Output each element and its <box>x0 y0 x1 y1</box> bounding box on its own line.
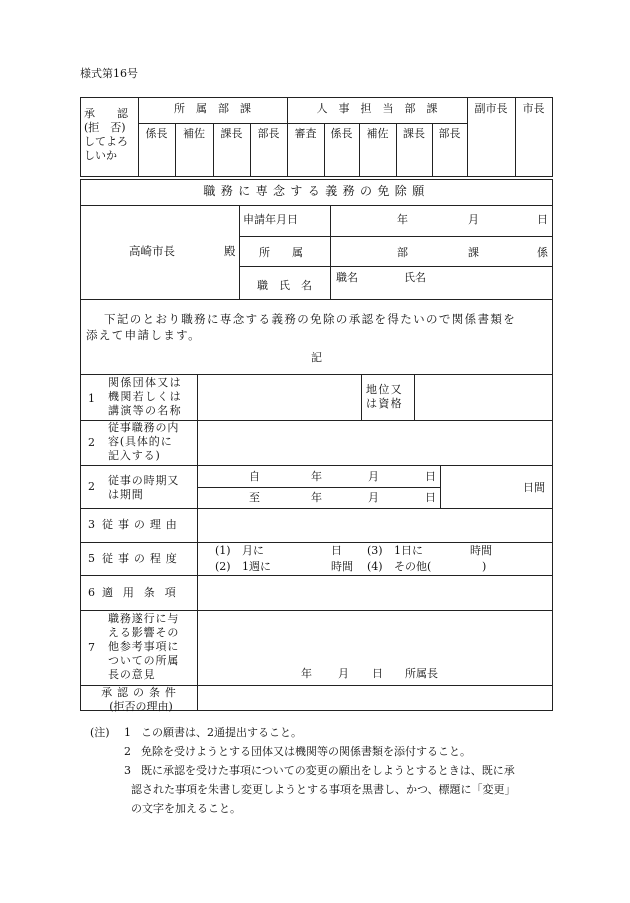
affil-dept-unit: 部 <box>397 246 408 259</box>
item-7-label: 職務遂行に与 える影響その 他参考事項に ついての所属 長の意見 <box>108 612 180 681</box>
from-month-unit: 月 <box>368 470 379 483</box>
form-number: 様式第16号 <box>80 67 138 80</box>
to-year-unit: 年 <box>311 491 322 504</box>
opinion-day-unit: 日 <box>372 667 383 680</box>
honorific: 殿 <box>224 244 236 258</box>
period-to: 至 <box>249 491 260 504</box>
item-1-label: 関係団体又は 機関若しくは 講演等の名称 <box>108 376 182 417</box>
item-7-number: 7 <box>88 641 95 654</box>
approval-label: 承 認 (拒 否) してよろ しいか <box>84 107 128 162</box>
item-4-number: 3 <box>88 518 95 531</box>
approval-conditions-label: 承認の条件 (拒否の理由) <box>101 686 181 713</box>
note-3-number: 3 <box>124 764 131 777</box>
affiliation-label: 所 属 <box>259 246 303 259</box>
statement-line-2: 添えて申請します。 <box>86 328 201 342</box>
note-1-number: 1 <box>124 726 131 739</box>
job-title-label: 職名 <box>336 271 358 284</box>
date-month-unit: 月 <box>468 213 479 226</box>
note-3-line-2: 認された事項を朱書し変更しようとする事項を黒書し、かつ、標題に「変更」 <box>131 783 516 796</box>
note-3-line-3: の文字を加えること。 <box>131 802 241 815</box>
date-day-unit: 日 <box>537 213 548 226</box>
notes-head: (注) <box>90 726 110 739</box>
opt-3-no: (3) <box>367 544 383 557</box>
statement-line-1: 下記のとおり職務に専念する義務の免除の承認を得たいので関係書類を <box>104 312 517 326</box>
item-2-label: 従事職務の内 容(具体的に 記入する) <box>108 421 180 462</box>
applicant-name-label: 氏名 <box>404 271 426 284</box>
application-date-label: 申請年月日 <box>243 213 298 226</box>
to-month-unit: 月 <box>368 491 379 504</box>
opt-4-no: (4) <box>367 560 383 573</box>
opt-4-text: その他( <box>394 560 432 573</box>
item-5-label: 従事の程度 <box>102 552 182 565</box>
dept-col-section-head: 課長 <box>220 127 243 140</box>
item-5-number: 5 <box>88 552 95 565</box>
hr-col-assistant: 補佐 <box>366 127 389 140</box>
from-day-unit: 日 <box>425 470 436 483</box>
dept-col-chief: 係長 <box>145 127 168 140</box>
item-3-label: 従事の時期又 は期間 <box>108 474 180 501</box>
vice-mayor-header: 副市長 <box>474 102 508 115</box>
hr-col-director: 部長 <box>438 127 461 140</box>
note-2-number: 2 <box>124 745 131 758</box>
item-6-number: 6 <box>88 586 95 599</box>
note-1-text: この願書は、2通提出すること。 <box>141 726 302 739</box>
item-2-number: 2 <box>88 436 95 449</box>
to-day-unit: 日 <box>425 491 436 504</box>
form-title: 職務に専念する義務の免除願 <box>203 184 430 198</box>
opt-3-text: 1日に <box>394 544 423 557</box>
hr-col-section-head: 課長 <box>403 127 425 140</box>
affil-section-unit: 課 <box>468 246 479 259</box>
dept-col-assistant: 補佐 <box>183 127 205 140</box>
item-6-label: 適用条項 <box>102 586 186 599</box>
opt-4-unit: ) <box>482 560 487 573</box>
note-3-line-1: 既に承認を受けた事項についての変更の願出をしようとするときは、既に承 <box>141 764 515 777</box>
ki-mark: 記 <box>311 351 322 364</box>
days-unit: 日間 <box>523 481 545 494</box>
date-year-unit: 年 <box>397 213 408 226</box>
affil-subsection-unit: 係 <box>537 246 548 259</box>
hr-header: 人 事 担 当 部 課 <box>316 102 438 115</box>
opt-2-no: (2) <box>215 560 231 573</box>
hr-col-chief: 係長 <box>330 127 353 140</box>
opt-2-text: 1週に <box>242 560 271 573</box>
dept-col-director: 部長 <box>257 127 280 140</box>
dept-header: 所 属 部 課 <box>174 102 251 115</box>
opt-1-no: (1) <box>215 544 231 557</box>
item-3-number: 2 <box>88 480 95 493</box>
hr-col-review: 審査 <box>294 127 317 140</box>
name-label: 職 氏 名 <box>257 279 312 292</box>
opinion-month-unit: 月 <box>338 667 349 680</box>
opt-2-unit: 時間 <box>331 560 353 573</box>
opinion-year-unit: 年 <box>301 667 312 680</box>
note-2-text: 免除を受けようとする団体又は機関等の関係書類を添付すること。 <box>141 745 471 758</box>
period-from: 自 <box>249 470 260 483</box>
addressee: 高崎市長 <box>129 244 175 258</box>
opt-1-text: 月に <box>242 544 264 557</box>
item-4-label: 従事の理由 <box>102 518 182 531</box>
opt-3-unit: 時間 <box>470 544 492 557</box>
from-year-unit: 年 <box>311 470 322 483</box>
department-head-label: 所属長 <box>405 667 438 680</box>
item-1-number: 1 <box>88 392 95 405</box>
opt-1-unit: 日 <box>331 544 342 557</box>
mayor-header: 市長 <box>522 102 545 115</box>
position-label: 地位又 は資格 <box>366 383 403 410</box>
